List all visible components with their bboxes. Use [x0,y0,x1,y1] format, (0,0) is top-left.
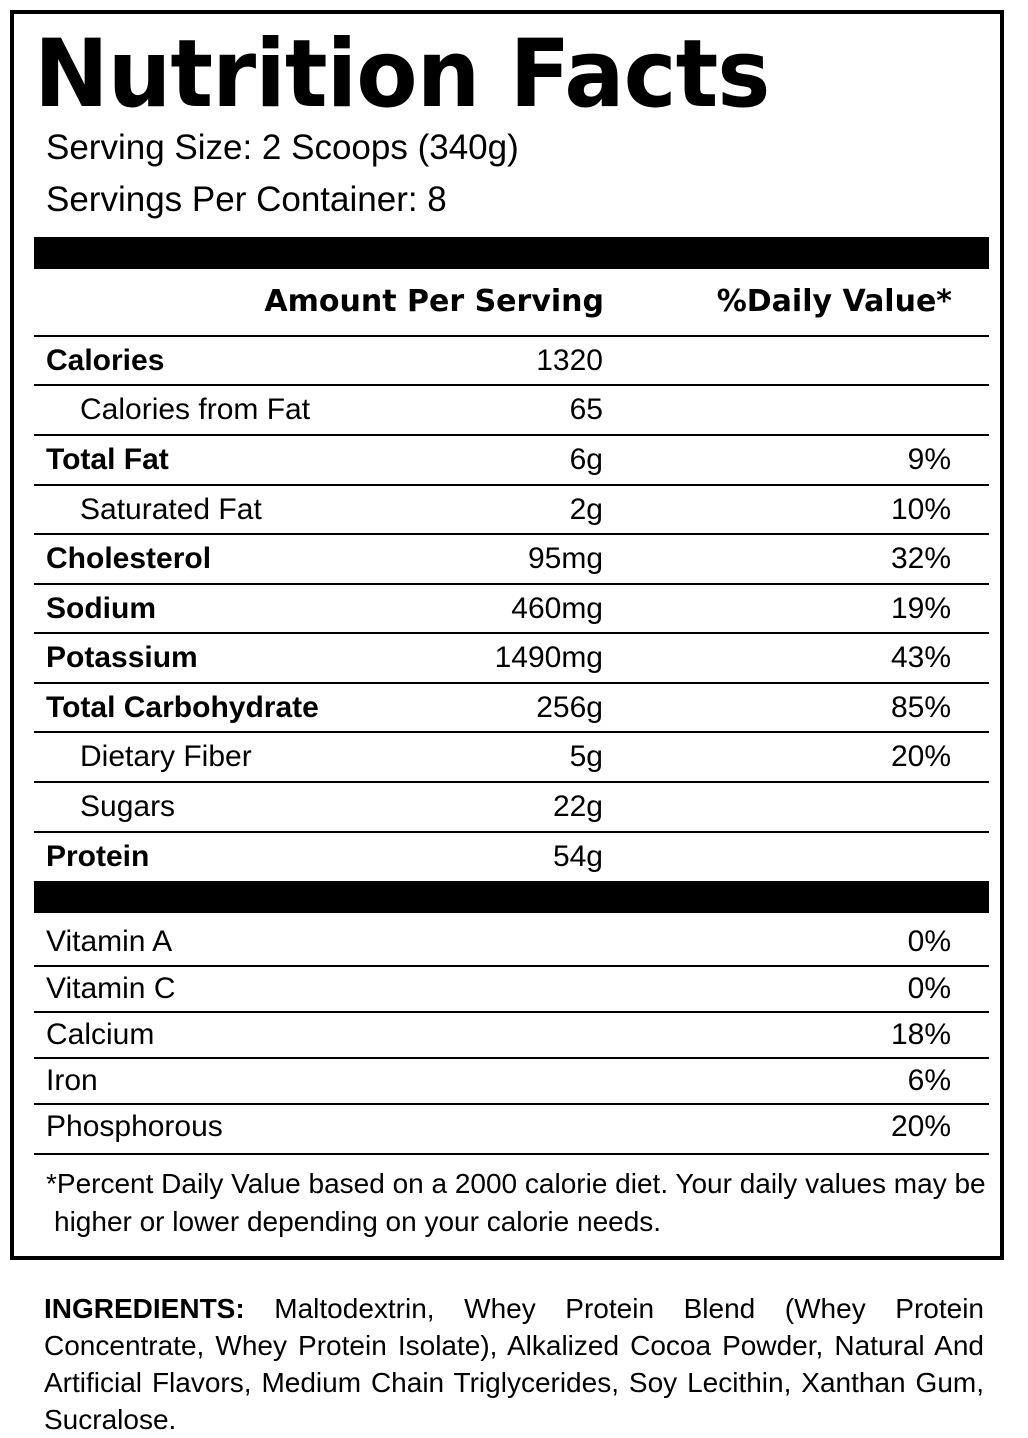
nutrient-daily-value: 43% [890,641,951,674]
vitamin-name: Vitamin C [46,972,176,1005]
vitamin-row-phosphorous [34,1105,989,1149]
nutrient-name: Saturated Fat [80,493,262,526]
divider [34,831,989,833]
nutrient-amount: 65 [569,393,603,426]
ingredients-text: Maltodextrin, Whey Protein Blend (Whey Protein Concentrate, Whey Protein Isolate), Alkalized Cocoa Powder, Natural And Artificial Flavors, Medium Chain Triglycerides, Soy Lecithin, Xanthan Gum, Sucralose. [44,1293,985,1435]
nutrient-daily-value: 9% [907,443,951,476]
vitamin-row-iron [34,1059,989,1103]
nutrient-amount: 22g [552,790,603,823]
servings-per-container: Servings Per Container: 8 [46,180,447,219]
vitamin-row-vitamin-c [34,967,989,1011]
nutrient-row-dietary-fiber [34,735,989,779]
nutrient-name: Total Carbohydrate [46,691,319,724]
nutrient-amount: 2g [569,493,603,526]
daily-value-header: %Daily Value* [716,284,952,319]
nutrient-row-total-fat [34,438,989,482]
nutrient-amount: 1320 [536,344,603,377]
nutrient-name: Calories [46,344,165,377]
footnote-line-2: higher or lower depending on your calorie needs. [54,1206,662,1237]
divider [34,1153,989,1155]
nutrient-name: Dietary Fiber [80,740,252,773]
nutrient-amount: 256g [536,691,603,724]
nutrient-row-calories [34,339,989,383]
nutrient-amount: 5g [569,740,603,773]
footnote-line-1: *Percent Daily Value based on a 2000 calorie diet. Your daily values may be [46,1168,986,1199]
vitamin-daily-value: 0% [907,925,951,958]
nutrient-daily-value: 10% [890,493,951,526]
divider [34,533,989,535]
vitamin-name: Vitamin A [46,925,173,958]
nutrient-amount: 6g [569,443,603,476]
divider [34,731,989,733]
vitamin-name: Calcium [46,1018,155,1051]
divider [34,384,989,386]
nutrient-row-sugars [34,785,989,829]
nutrient-amount: 460mg [511,592,603,625]
nutrient-row-calories-from-fat [34,388,989,432]
nutrient-row-protein [34,835,989,879]
vitamin-daily-value: 20% [890,1110,951,1143]
divider [34,484,989,486]
page-title: Nutrition Facts [34,20,770,129]
vitamin-row-calcium [34,1013,989,1057]
nutrient-row-potassium [34,636,989,680]
divider [34,632,989,634]
thick-divider-vitamins [34,881,989,913]
divider [34,781,989,783]
daily-value-footnote [46,1165,986,1241]
ingredients-label: INGREDIENTS: [44,1293,245,1324]
nutrient-name: Total Fat [46,443,169,476]
nutrient-name: Sugars [80,790,176,823]
amount-per-serving-header: Amount Per Serving [264,284,604,319]
divider [34,434,989,436]
nutrient-amount: 54g [552,840,603,873]
nutrient-name: Potassium [46,641,198,674]
nutrient-daily-value: 19% [890,592,951,625]
thick-divider-top [34,237,989,269]
nutrient-row-saturated-fat [34,488,989,532]
nutrient-amount: 1490mg [494,641,603,674]
vitamin-daily-value: 18% [890,1018,951,1051]
nutrient-row-sodium [34,587,989,631]
nutrient-amount: 95mg [527,542,603,575]
nutrient-daily-value: 85% [890,691,951,724]
nutrient-name: Cholesterol [46,542,212,575]
divider [34,682,989,684]
nutrient-name: Sodium [46,592,156,625]
serving-size: Serving Size: 2 Scoops (340g) [46,128,519,167]
vitamin-name: Phosphorous [46,1110,223,1143]
vitamin-daily-value: 0% [907,972,951,1005]
ingredients-section [44,1290,984,1438]
vitamin-row-vitamin-a [34,920,989,964]
divider [34,583,989,585]
vitamin-name: Iron [46,1064,98,1097]
nutrient-name: Protein [46,840,150,873]
nutrient-daily-value: 20% [890,740,951,773]
nutrient-row-cholesterol [34,537,989,581]
nutrient-row-total-carbohydrate [34,686,989,730]
divider [34,335,989,337]
nutrient-name: Calories from Fat [80,393,311,426]
nutrient-daily-value: 32% [890,542,951,575]
vitamin-daily-value: 6% [907,1064,951,1097]
